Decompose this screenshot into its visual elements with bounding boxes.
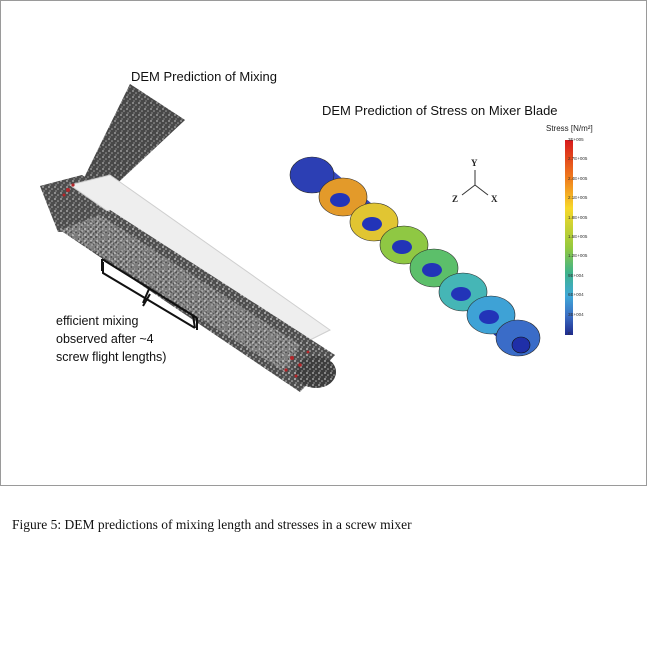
colorbar-tick: 1.2E+005 <box>568 253 588 259</box>
annotation-line-2: observed after ~4 <box>56 332 154 346</box>
axis-label-z: Z <box>452 194 459 204</box>
axis-label-x: X <box>491 194 498 204</box>
colorbar-tick: 1.8E+005 <box>568 214 588 220</box>
axis-triad <box>462 170 488 195</box>
colorbar-tick: 3E+005 <box>568 137 584 142</box>
left-panel-title: DEM Prediction of Mixing <box>131 69 277 84</box>
annotation-line-1: efficient mixing <box>56 314 139 328</box>
colorbar-tick: 1.5E+005 <box>568 234 588 239</box>
right-panel-title: DEM Prediction of Stress on Mixer Blade <box>322 103 558 118</box>
colorbar-tick: 0 <box>568 331 571 336</box>
legend-title: Stress [N/m²] <box>546 124 593 133</box>
colorbar-tick: 2.7E+005 <box>568 156 588 162</box>
colorbar-tick: 3E+004 <box>568 311 584 317</box>
colorbar-tick: 2.1E+005 <box>568 195 588 201</box>
mixing-annotation <box>56 312 206 366</box>
colorbar-tick: 2.4E+005 <box>568 175 588 181</box>
annotation-line-3: screw flight lengths) <box>56 350 167 364</box>
colorbar-tick: 9E+004 <box>568 272 584 278</box>
figure-caption: Figure 5: DEM predictions of mixing length and stresses in a screw mixer <box>12 517 412 532</box>
colorbar-tick: 6E+004 <box>568 292 584 298</box>
axis-label-y: Y <box>471 158 478 168</box>
